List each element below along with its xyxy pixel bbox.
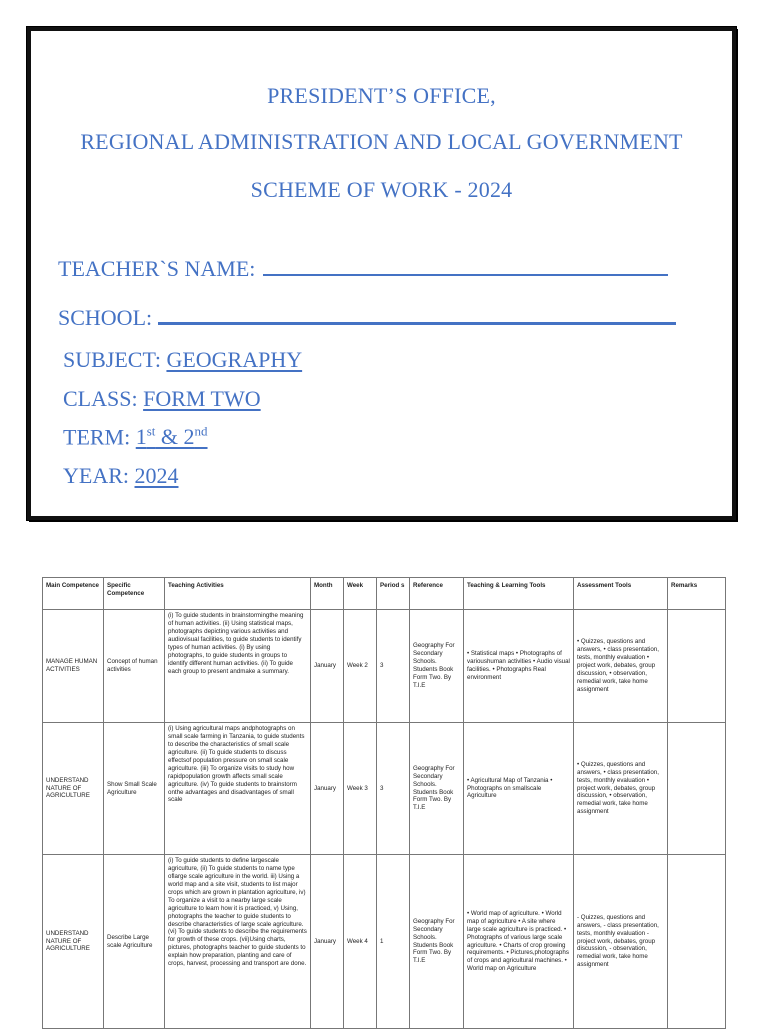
specific-competence-cell: Show Small Scale Agriculture bbox=[104, 723, 165, 855]
class-line bbox=[63, 386, 261, 412]
table-header-row bbox=[43, 578, 726, 610]
school-field bbox=[58, 300, 676, 331]
periods-cell: 1 bbox=[377, 855, 410, 1029]
header-remarks: Remarks bbox=[668, 578, 726, 610]
teacher-name-blank bbox=[263, 252, 668, 276]
activities-cell: (i) To guide students to define largescale agriculture, (ii) To guide students to name type oflarge scale agriculture in the world. iii) Using a world map and a site visit, students to list major crops which are grown in plantation agriculture, iv) To organize a visit to a nearby large scale agriculture to learn how it is practiced, v) Using, photographs the teacher to guide students to describe characteristics of large scale agriculture. (vi) To guide students to describe the requirements for growth of these crops. (vii)Using charts, pictures, photographs teacher to guide students to explain how preparation, planting and care of crops, harvest, processing and transport are done. bbox=[165, 855, 311, 1029]
school-blank bbox=[158, 300, 676, 325]
office-title: PRESIDENT’S OFFICE, bbox=[267, 83, 496, 108]
assessment-cell: • Quizzes, questions and answers, • class presentation, tests, monthly evaluation • project work, debates, group discussion, • observation, remedial work, take home assignment bbox=[574, 610, 668, 723]
tools-cell: • World map of agriculture. • World map of agriculture • A site where large scale agriculture is practiced. • Photographs of various large scale agriculture. • Charts of crop growing requirements. • Pictures,photographs of crops and agricultural machines. • World map on Agriculture bbox=[464, 855, 574, 1029]
term-line bbox=[63, 424, 208, 450]
activities-cell: (i) Using agricultural maps andphotographs on small scale farming in Tanzania, to guide students to describe the characteristics of small scale agriculture. (ii) To guide students to discuss effectsof population pressure on small scale agriculture. (iii) To organize visits to study how rapidpopulation growth affects small scale agriculture. (iv) To guide students to brainstorm onthe advantages and disadvantages of small scale bbox=[165, 723, 311, 855]
class-value: FORM TWO bbox=[143, 386, 261, 411]
month-cell: January bbox=[311, 723, 344, 855]
activities-cell: (i) To guide students in brainstormingthe meaning of human activities. (ii) Using statistical maps, photographs depicting various activities and audiovisual facilities, to guide students to identify types of human activities. (i) By using photographs, to guide students in groups to identify different human activities. (ii) To guide each group to present andmake a summary. bbox=[165, 610, 311, 723]
specific-competence-cell: Concept of human activities bbox=[104, 610, 165, 723]
school-label: SCHOOL: bbox=[58, 305, 153, 330]
header-month: Month bbox=[311, 578, 344, 610]
month-cell: January bbox=[311, 610, 344, 723]
table-row bbox=[43, 723, 726, 855]
term-value: 1st & 2nd bbox=[135, 424, 208, 450]
class-label: CLASS: bbox=[63, 386, 138, 411]
main-competence-cell: UNDERSTAND NATURE OF AGRICULTURE bbox=[43, 723, 104, 855]
reference-cell: Geography For Secondary Schools. Students Book Form Two. By T.I.E bbox=[410, 723, 464, 855]
subject-label: SUBJECT: bbox=[63, 347, 161, 372]
header-tools: Teaching & Learning Tools bbox=[464, 578, 574, 610]
year-value: 2024 bbox=[134, 463, 179, 488]
reference-cell: Geography For Secondary Schools. Students Book Form Two. By T.I.E bbox=[410, 855, 464, 1029]
year-line bbox=[63, 463, 179, 489]
main-competence-cell: MANAGE HUMAN ACTIVITIES bbox=[43, 610, 104, 723]
periods-cell: 3 bbox=[377, 723, 410, 855]
specific-competence-cell: Describe Large scale Agriculture bbox=[104, 855, 165, 1029]
header-specific-competence: Specific Competence bbox=[104, 578, 165, 610]
header-assessment: Assessment Tools bbox=[574, 578, 668, 610]
assessment-cell: - Quizzes, questions and answers, - class presentation, tests, monthly evaluation - project work, debates, group discussion, - observation, remedial work, take home assignment bbox=[574, 855, 668, 1029]
table-row bbox=[43, 610, 726, 723]
table-row bbox=[43, 855, 726, 1029]
week-cell: Week 2 bbox=[344, 610, 377, 723]
cover-frame bbox=[27, 27, 736, 520]
subject-value: GEOGRAPHY bbox=[166, 347, 303, 372]
week-cell: Week 4 bbox=[344, 855, 377, 1029]
teacher-name-field bbox=[58, 252, 668, 282]
header-reference: Reference bbox=[410, 578, 464, 610]
scheme-table bbox=[42, 577, 726, 1029]
remarks-cell bbox=[668, 723, 726, 855]
remarks-cell bbox=[668, 610, 726, 723]
assessment-cell: • Quizzes, questions and answers, • class presentation, tests, monthly evaluation • project work, debates, group discussion, • observation, remedial work, take home assignment bbox=[574, 723, 668, 855]
remarks-cell bbox=[668, 855, 726, 1029]
header-week: Week bbox=[344, 578, 377, 610]
month-cell: January bbox=[311, 855, 344, 1029]
tools-cell: • Agricultural Map of Tanzania • Photographs on smallscale Agriculture bbox=[464, 723, 574, 855]
teacher-name-label: TEACHER`S NAME: bbox=[58, 256, 256, 281]
scheme-title: SCHEME OF WORK - 2024 bbox=[250, 177, 513, 202]
tools-cell: • Statistical maps • Photographs of varioushuman activities • Audio visual facilities. • Photographs Real environment bbox=[464, 610, 574, 723]
periods-cell: 3 bbox=[377, 610, 410, 723]
header-teaching-activities: Teaching Activities bbox=[165, 578, 311, 610]
administration-title: REGIONAL ADMINISTRATION AND LOCAL GOVERNMENT bbox=[80, 129, 683, 154]
reference-cell: Geography For Secondary Schools. Students Book Form Two. By T.I.E bbox=[410, 610, 464, 723]
subject-line bbox=[63, 347, 302, 373]
year-label: YEAR: bbox=[63, 463, 129, 488]
header-periods: Period s bbox=[377, 578, 410, 610]
term-label: TERM: bbox=[63, 424, 131, 450]
main-competence-cell: UNDERSTAND NATURE OF AGRICULTURE bbox=[43, 855, 104, 1029]
week-cell: Week 3 bbox=[344, 723, 377, 855]
header-main-competence: Main Competence bbox=[43, 578, 104, 610]
